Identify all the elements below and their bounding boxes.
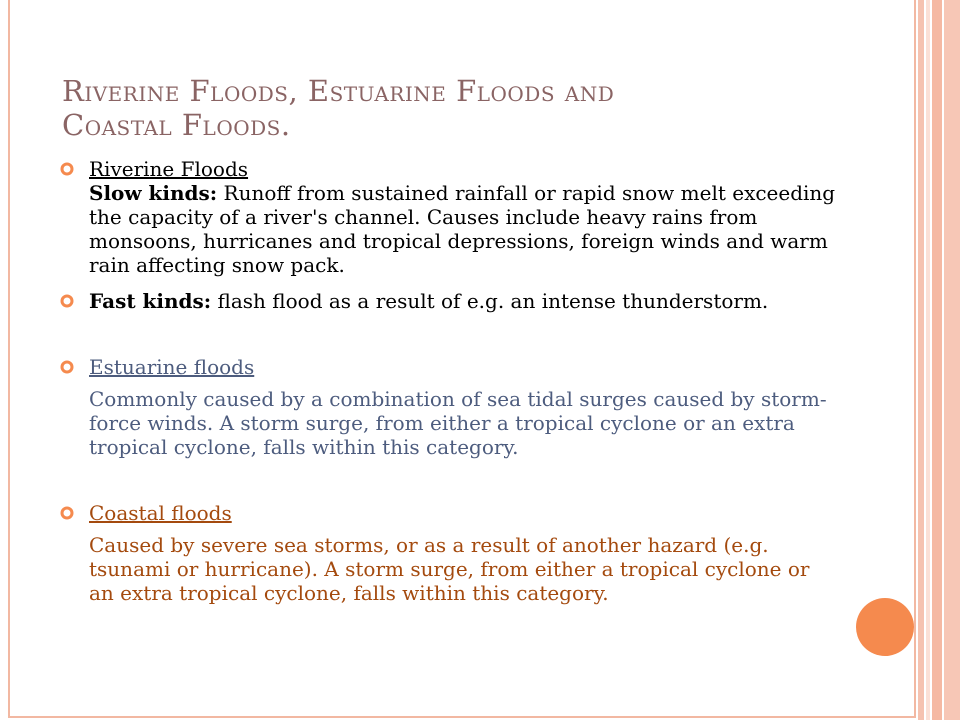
title-line-2: Coastal Floods. <box>62 108 291 142</box>
fast-kinds-text: flash flood as a result of e.g. an intense thunderstorm. <box>211 289 769 313</box>
slide-title <box>62 74 862 142</box>
fast-kinds-label: Fast kinds: <box>89 289 212 313</box>
estuarine-text: Commonly caused by a combination of sea tidal surges caused by storm-force winds. A storm surge, from either a tropical cyclone or an extra tropical cyclone, falls within this category. <box>89 387 827 459</box>
orange-ring-bullet-icon <box>60 294 74 308</box>
coastal-heading: Coastal floods <box>89 501 232 525</box>
list-item-riverine <box>60 157 840 277</box>
estuarine-heading: Estuarine floods <box>89 355 255 379</box>
slow-kinds-label: Slow kinds: <box>89 181 218 205</box>
decor-stripe <box>932 0 942 720</box>
riverine-heading: Riverine Floods <box>89 157 249 181</box>
decor-stripe <box>944 0 960 720</box>
slide-content <box>60 157 840 605</box>
decor-stripe <box>918 0 924 720</box>
coastal-text: Caused by severe sea storms, or as a result of another hazard (e.g. tsunami or hurricane). A storm surge, from either a tropical cyclone or an extra tropical cyclone, falls within this category. <box>89 533 810 605</box>
decor-stripe <box>926 0 930 720</box>
orange-ring-bullet-icon <box>60 360 74 374</box>
orange-ring-bullet-icon <box>60 162 74 176</box>
decor-circle <box>856 598 914 656</box>
list-item-estuarine <box>60 355 840 459</box>
slow-kinds-text: Runoff from sustained rainfall or rapid snow melt exceeding the capacity of a river's channel. Causes include heavy rains from monsoons, hurricanes and tropical depressions, foreign winds and warm rain affecting snow pack. <box>89 181 836 277</box>
list-item-fast <box>60 289 840 313</box>
list-item-coastal <box>60 501 840 605</box>
orange-ring-bullet-icon <box>60 506 74 520</box>
riverine-text <box>89 181 840 277</box>
fast-text <box>89 289 840 313</box>
title-line-1: Riverine Floods, Estuarine Floods and <box>62 74 615 108</box>
